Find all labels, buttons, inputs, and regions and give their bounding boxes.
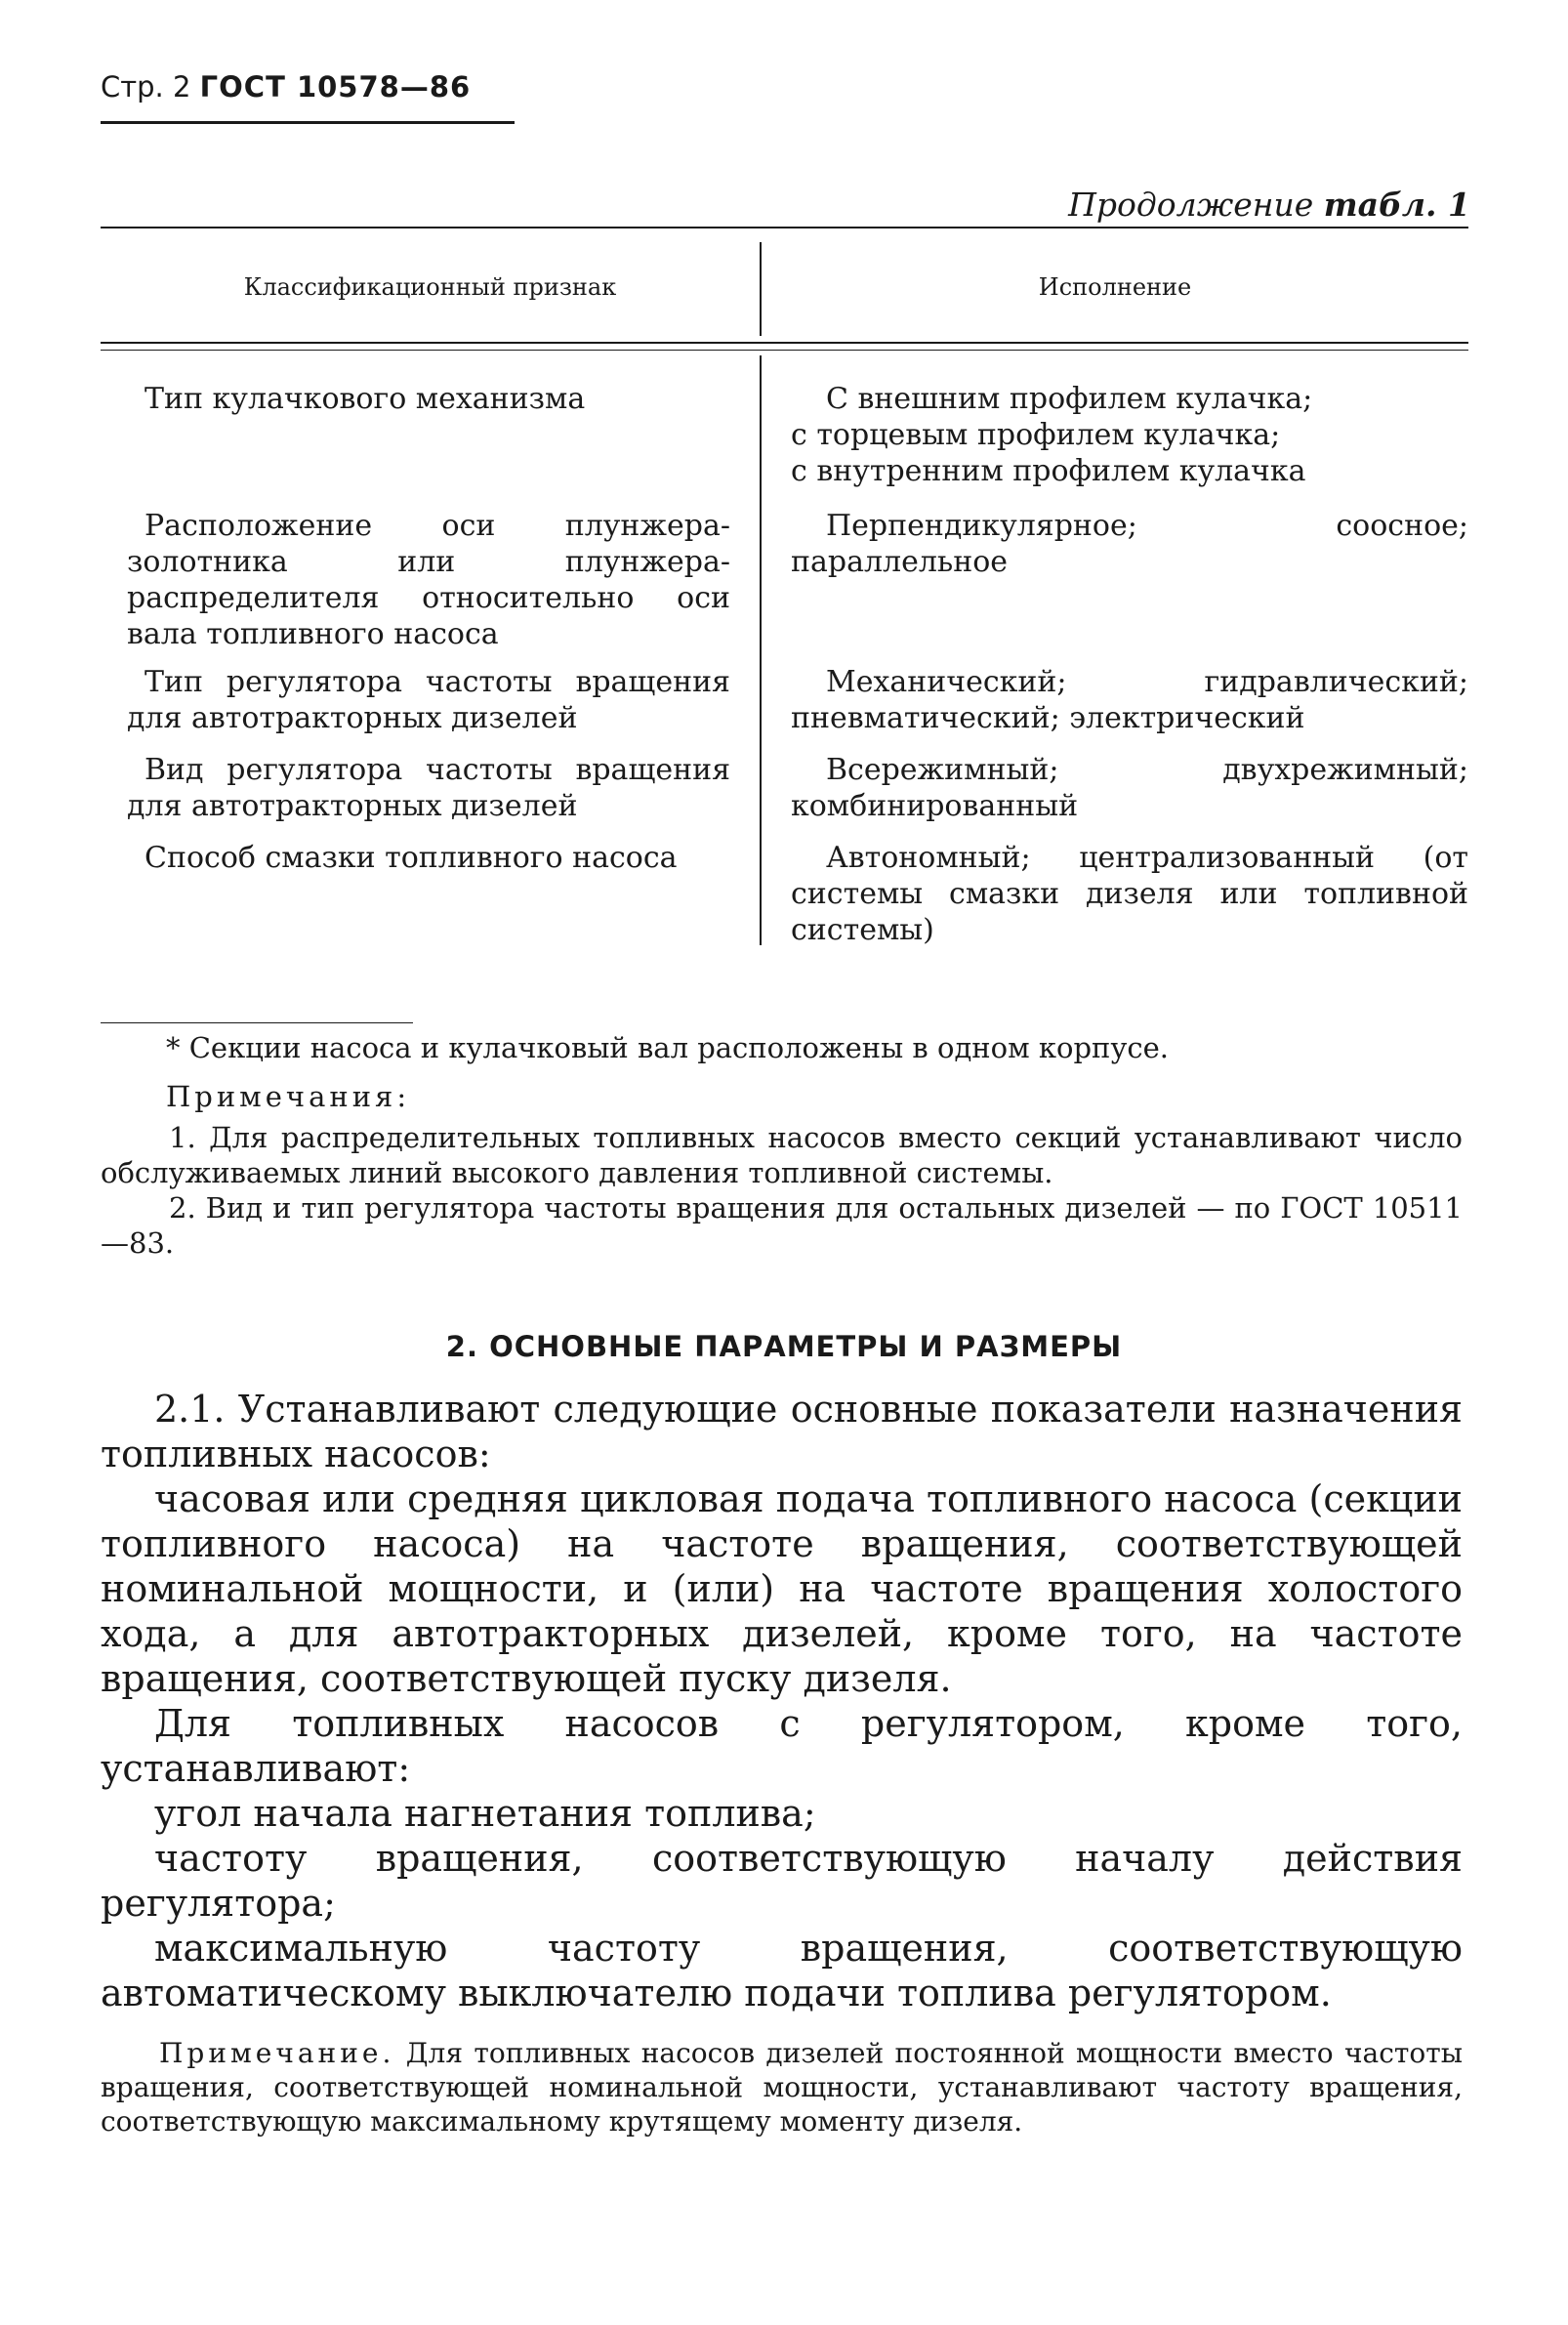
footnote: * Секции насоса и кулачковый вал расположены в одном корпусе. xyxy=(166,1031,1170,1064)
table-cell-feature: Расположение оси плунжера-золотника или плунжера-распределителя относительно оси вала топливного насоса xyxy=(127,509,730,651)
paragraph-2-1: 2.1. Устанавливают следующие основные показатели назначения топливных насосов: xyxy=(101,1388,1463,1475)
table-cell-feature: Вид регулятора частоты вращения для автотракторных дизелей xyxy=(127,753,730,823)
paragraph-regulator: Для топливных насосов с регулятором, кроме того, устанавливают: xyxy=(101,1702,1463,1790)
column-header-value: Исполнение xyxy=(1038,273,1192,301)
note-item-1: 1. Для распределительных топливных насосов вместо секций устанавливают число обслуживаемых линий высокого давления топливной системы. xyxy=(101,1121,1463,1189)
paragraph-max-speed: максимальную частоту вращения, соответствующую автоматическому выключателю подачи топлива регулятором. xyxy=(101,1927,1463,2014)
section-title: 2. ОСНОВНЫЕ ПАРАМЕТРЫ И РАЗМЕРЫ xyxy=(445,1330,1123,1363)
table-continuation: Продолжение табл. 1 xyxy=(1068,186,1470,224)
table-head-rule xyxy=(101,342,1468,344)
table-column-divider xyxy=(760,355,762,945)
table-cell-value: Перпендикулярное; соосное; параллельное xyxy=(791,509,1468,579)
table-cell-value: Всережимный; двухрежимный; комбинированный xyxy=(791,753,1468,823)
table-cell-value: Механический; гидравлический; пневматический; электрический xyxy=(791,665,1468,735)
footnote-rule xyxy=(101,1022,413,1023)
note-item-2: 2. Вид и тип регулятора частоты вращения для остальных дизелей — по ГОСТ 10511—83. xyxy=(101,1191,1463,1260)
page-number: Стр. 2 xyxy=(101,70,191,104)
table-cell-feature: Тип кулачкового механизма xyxy=(144,382,586,416)
table-head-rule-thin xyxy=(101,350,1468,351)
table-cell-feature: Тип регулятора частоты вращения для автотракторных дизелей xyxy=(127,665,730,735)
table-top-rule xyxy=(101,227,1468,228)
standard-number: ГОСТ 10578—86 xyxy=(199,70,472,104)
section-note-text: Для топливных насосов дизелей постоянной мощности вместо частоты вращения, соответствующей номинальной мощности, устанавливают частоту вращения, соответствующую максимальному крутящему моменту дизеля. xyxy=(101,2037,1464,2138)
paragraph-supply: часовая или средняя цикловая подача топливного насоса (секции топливного насоса) на частоте вращения, соответствующей номинальной мощности, и (или) на частоте вращения холостого хода, а для автотракторных дизелей, кроме того, на частоте вращения, соответствующей пуску дизеля. xyxy=(101,1477,1463,1700)
table-cell-value: Автономный; централизованный (от системы смазки дизеля или топливной системы) xyxy=(791,841,1468,947)
paragraph-angle: угол начала нагнетания топлива; xyxy=(154,1792,816,1835)
header-rule xyxy=(101,121,515,124)
paragraph-start-speed: частоту вращения, соответствующую началу действия регулятора; xyxy=(101,1837,1463,1925)
page-header xyxy=(101,70,471,104)
table-cell-value: С внешним профилем кулачка; с торцевым профилем кулачка; с внутренним профилем кулачка xyxy=(791,382,1313,488)
section-note-label: Примечание. xyxy=(159,2037,395,2069)
notes-title: Примечания: xyxy=(166,1080,411,1113)
column-header-feature: Классификационный признак xyxy=(243,273,617,301)
table-cell-feature: Способ смазки топливного насоса xyxy=(144,841,678,875)
section-note xyxy=(101,2036,1463,2138)
